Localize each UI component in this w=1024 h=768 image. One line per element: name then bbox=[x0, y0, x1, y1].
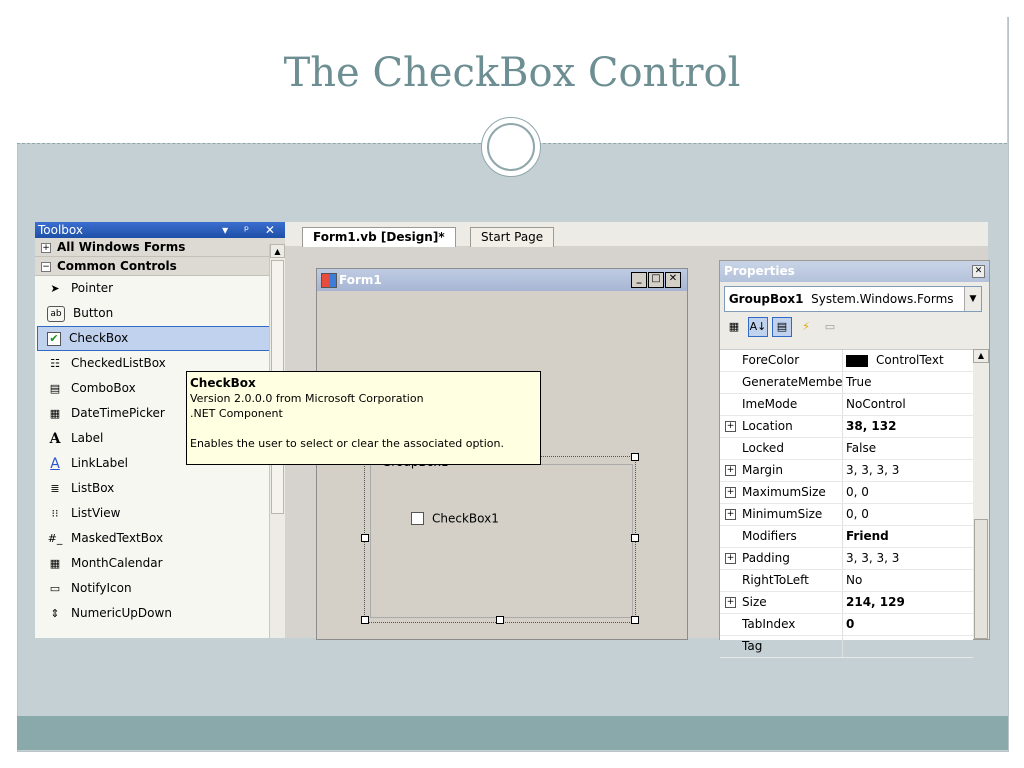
property-value-text: 0, 0 bbox=[846, 485, 869, 499]
property-name: Padding bbox=[742, 548, 843, 569]
chevron-down-icon[interactable]: ▼ bbox=[964, 287, 981, 311]
property-value[interactable] bbox=[846, 372, 966, 393]
scrollbar-thumb[interactable] bbox=[974, 519, 988, 639]
property-name: RightToLeft bbox=[742, 570, 843, 591]
scroll-up-icon[interactable]: ▲ bbox=[270, 244, 285, 258]
pointer-icon: ➤ bbox=[50, 281, 60, 295]
property-value-text: 3, 3, 3, 3 bbox=[846, 463, 900, 477]
properties-grid bbox=[720, 349, 973, 653]
property-value[interactable] bbox=[846, 526, 966, 547]
property-name: Tag bbox=[742, 636, 843, 657]
combobox-icon: ▤ bbox=[49, 381, 61, 395]
property-name: ImeMode bbox=[742, 394, 843, 415]
ide-screenshot bbox=[35, 222, 988, 653]
toolbox-header-controls[interactable]: ▾ ᵖ ✕ bbox=[222, 223, 281, 237]
monthcalendar-icon: ▦ bbox=[49, 556, 61, 570]
group-label: Common Controls bbox=[57, 259, 177, 273]
tab-form1-design[interactable]: Form1.vb [Design]* bbox=[302, 227, 456, 247]
property-value[interactable] bbox=[846, 592, 966, 613]
expand-icon[interactable]: + bbox=[726, 553, 735, 563]
events-icon[interactable]: ⚡ bbox=[802, 320, 810, 333]
property-value[interactable] bbox=[846, 394, 966, 415]
toolbox-item-label: CheckedListBox bbox=[71, 356, 166, 370]
toolbox-item-listview[interactable] bbox=[35, 501, 285, 526]
property-row[interactable] bbox=[720, 526, 973, 548]
close-icon[interactable]: ✕ bbox=[972, 265, 985, 278]
toolbox-item-checkbox[interactable] bbox=[37, 326, 282, 351]
expand-icon[interactable]: + bbox=[726, 487, 735, 497]
property-value[interactable] bbox=[846, 614, 966, 635]
property-name: Margin bbox=[742, 460, 843, 481]
property-row[interactable] bbox=[720, 416, 973, 438]
linklabel-icon: A bbox=[50, 455, 60, 472]
property-name: MaximumSize bbox=[742, 482, 843, 503]
property-value-text: 3, 3, 3, 3 bbox=[846, 551, 900, 565]
property-value[interactable] bbox=[846, 416, 966, 437]
property-value-text: 214, 129 bbox=[846, 595, 905, 609]
tooltip-description: Enables the user to select or clear the associated option. bbox=[190, 437, 504, 450]
checkedlistbox-icon: ☷ bbox=[50, 356, 60, 370]
property-row[interactable] bbox=[720, 438, 973, 460]
toolbox-item-pointer[interactable] bbox=[35, 276, 285, 301]
toolbox-item-label: Pointer bbox=[71, 281, 114, 295]
ornament-circle-inner bbox=[487, 123, 535, 171]
resize-handle[interactable] bbox=[361, 616, 369, 624]
toolbox-item-label: ListBox bbox=[71, 481, 115, 495]
toolbox-item-label: Label bbox=[71, 431, 104, 445]
toolbox-item-maskedtextbox[interactable] bbox=[35, 526, 285, 551]
resize-handle[interactable] bbox=[631, 534, 639, 542]
toolbox-item-monthcalendar[interactable] bbox=[35, 551, 285, 576]
color-swatch bbox=[846, 355, 868, 367]
property-row[interactable] bbox=[720, 504, 973, 526]
expand-icon[interactable]: + bbox=[726, 465, 735, 475]
toolbox-group-common-controls[interactable] bbox=[35, 257, 285, 276]
tooltip-version: Version 2.0.0.0 from Microsoft Corporation bbox=[190, 392, 424, 405]
label-icon: A bbox=[49, 430, 61, 447]
toolbox-item-label: Button bbox=[73, 306, 114, 320]
toolbox-item-label: LinkLabel bbox=[71, 456, 128, 470]
slide-title: The CheckBox Control bbox=[283, 50, 741, 96]
object-type: System.Windows.Forms bbox=[811, 292, 954, 306]
notifyicon-icon: ▭ bbox=[49, 581, 61, 595]
property-value-text: False bbox=[846, 441, 877, 455]
properties-title: Properties bbox=[724, 264, 795, 278]
toolbox-item-label: CheckBox bbox=[69, 331, 129, 345]
scroll-up-icon[interactable]: ▲ bbox=[973, 349, 989, 363]
numericupdown-icon: ⇕ bbox=[50, 606, 60, 620]
property-value[interactable] bbox=[846, 504, 966, 525]
property-row[interactable] bbox=[720, 614, 973, 636]
checkbox1-label: CheckBox1 bbox=[432, 511, 499, 526]
button-icon: ab bbox=[47, 306, 65, 322]
expand-icon[interactable]: + bbox=[726, 509, 735, 519]
property-name: Location bbox=[742, 416, 843, 437]
toolbox-item-label: DateTimePicker bbox=[71, 406, 165, 420]
toolbox-title: Toolbox bbox=[38, 223, 83, 237]
property-value-text: No bbox=[846, 573, 863, 587]
maximize-icon[interactable]: □ bbox=[648, 272, 664, 288]
properties-header bbox=[720, 261, 989, 282]
toolbox-item-button[interactable] bbox=[35, 301, 285, 326]
property-pages-icon[interactable]: ▭ bbox=[824, 320, 836, 333]
property-row[interactable] bbox=[720, 592, 973, 614]
toolbox-header bbox=[35, 222, 285, 238]
property-value[interactable] bbox=[846, 570, 966, 591]
object-name: GroupBox1 bbox=[728, 292, 804, 306]
toolbox-item-listbox[interactable] bbox=[35, 476, 285, 501]
property-row[interactable] bbox=[720, 372, 973, 394]
toolbox-item-notifyicon[interactable] bbox=[35, 576, 285, 601]
property-value-text: 38, 132 bbox=[846, 419, 897, 433]
properties-panel bbox=[719, 260, 990, 653]
property-name: TabIndex bbox=[742, 614, 843, 635]
property-name: ForeColor bbox=[742, 350, 843, 371]
footer-band bbox=[17, 716, 1008, 750]
property-name: MinimumSize bbox=[742, 504, 843, 525]
property-row[interactable] bbox=[720, 570, 973, 592]
checkbox-icon: ✔ bbox=[47, 332, 61, 346]
form1-title: Form1 bbox=[339, 273, 382, 287]
property-name: Size bbox=[742, 592, 843, 613]
property-row[interactable] bbox=[720, 636, 973, 658]
categorized-icon[interactable]: ▦ bbox=[728, 320, 740, 333]
groupbox1[interactable] bbox=[370, 464, 633, 618]
expand-icon[interactable]: + bbox=[726, 597, 735, 607]
toolbox-item-numericupdown[interactable] bbox=[35, 601, 285, 626]
toolbox-item-label: ComboBox bbox=[71, 381, 136, 395]
checkbox-box[interactable] bbox=[411, 512, 424, 525]
toolbox-item-label: NumericUpDown bbox=[71, 606, 172, 620]
property-value-text: NoControl bbox=[846, 397, 906, 411]
alphabetical-icon[interactable]: A↓ bbox=[748, 317, 768, 337]
property-value[interactable] bbox=[846, 460, 966, 481]
property-name: Modifiers bbox=[742, 526, 843, 547]
form1-titlebar[interactable] bbox=[317, 269, 687, 291]
group-label: All Windows Forms bbox=[57, 240, 186, 254]
datetimepicker-icon: ▦ bbox=[49, 406, 61, 420]
property-row[interactable] bbox=[720, 394, 973, 416]
property-value[interactable] bbox=[846, 548, 966, 569]
toolbox-item-label: ListView bbox=[71, 506, 121, 520]
listview-icon: ⁝⁝ bbox=[51, 506, 59, 520]
properties-toolbar bbox=[724, 317, 980, 343]
property-value-text: Friend bbox=[846, 529, 889, 543]
property-row[interactable] bbox=[720, 548, 973, 570]
property-value[interactable] bbox=[846, 482, 966, 503]
property-value-text: True bbox=[846, 375, 872, 389]
property-value-text: ControlText bbox=[876, 353, 944, 367]
resize-handle[interactable] bbox=[496, 616, 504, 624]
close-icon[interactable]: ✕ bbox=[665, 272, 681, 288]
property-name: Locked bbox=[742, 438, 843, 459]
object-selector[interactable] bbox=[724, 286, 982, 312]
maskedtextbox-icon: #_ bbox=[47, 531, 63, 545]
expand-icon[interactable]: + bbox=[42, 242, 50, 253]
form-icon bbox=[321, 273, 337, 288]
property-value-text: 0, 0 bbox=[846, 507, 869, 521]
checkbox1[interactable] bbox=[411, 511, 499, 526]
minimize-icon[interactable]: _ bbox=[631, 272, 647, 288]
property-row[interactable] bbox=[720, 482, 973, 504]
property-row[interactable] bbox=[720, 350, 973, 372]
expand-icon[interactable]: + bbox=[726, 421, 735, 431]
toolbox-item-label: NotifyIcon bbox=[71, 581, 132, 595]
properties-scrollbar[interactable] bbox=[973, 349, 989, 639]
toolbox-tooltip bbox=[186, 371, 541, 465]
toolbox-item-label: MaskedTextBox bbox=[71, 531, 164, 545]
properties-icon[interactable]: ▤ bbox=[772, 317, 792, 337]
resize-handle[interactable] bbox=[361, 534, 369, 542]
resize-handle[interactable] bbox=[631, 453, 639, 461]
listbox-icon: ≣ bbox=[50, 481, 60, 495]
property-value[interactable] bbox=[846, 350, 966, 371]
property-value[interactable] bbox=[846, 438, 966, 459]
tooltip-component: .NET Component bbox=[190, 407, 283, 420]
property-row[interactable] bbox=[720, 460, 973, 482]
toolbox-group-all-windows-forms[interactable] bbox=[35, 238, 285, 257]
tooltip-title: CheckBox bbox=[190, 376, 256, 390]
resize-handle[interactable] bbox=[631, 616, 639, 624]
property-name: GenerateMembe bbox=[742, 372, 843, 393]
property-value-text: 0 bbox=[846, 617, 855, 631]
collapse-icon[interactable]: − bbox=[42, 261, 50, 272]
document-tabs bbox=[285, 222, 988, 246]
tab-start-page[interactable]: Start Page bbox=[470, 227, 554, 247]
toolbox-item-label: MonthCalendar bbox=[71, 556, 163, 570]
